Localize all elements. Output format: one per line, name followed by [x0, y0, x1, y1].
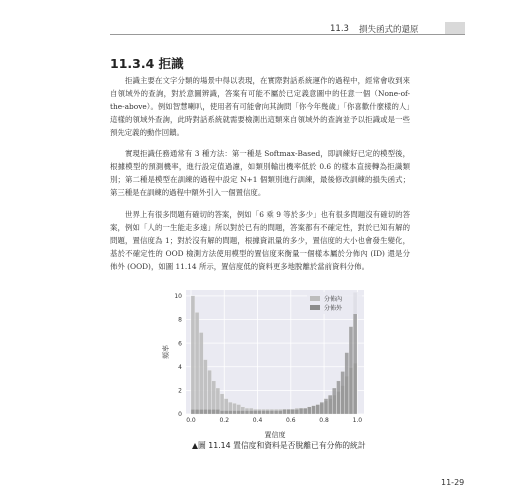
bar-out-of-distribution — [199, 409, 203, 414]
x-tick-label: 0.0 — [186, 417, 196, 424]
y-tick-label: 2 — [178, 387, 182, 395]
paragraph-3: 世界上有很多問題有確切的答案，例如「6 乘 9 等於多少」也有很多問題沒有確切的答案，例如「人的一生能走多遠」所以對於已有的問題，答案都有不確定性，對於已知有解的問題，置信度為 1；對於沒有解的問題，根據資訊量的多少，置信度的大小也會發生變化，基於不確定性的 OOD 檢測方法使用模型的置信度來衡量一個樣本屬於分佈內 (ID) 還是分佈外 (OOD)，如圖 11.14 所示，置信度低的資料更多地脫離於當前資料分佈。 — [110, 210, 410, 271]
y-tick-label: 8 — [178, 316, 182, 324]
bar-out-of-distribution — [316, 405, 320, 414]
bar-out-of-distribution — [191, 409, 195, 414]
bar-out-of-distribution — [216, 409, 220, 414]
bar-out-of-distribution — [324, 399, 328, 414]
bar-out-of-distribution — [307, 407, 311, 414]
bar-out-of-distribution — [245, 410, 249, 414]
chart-legend — [307, 292, 362, 314]
bar-in-distribution — [212, 381, 216, 414]
bar-out-of-distribution — [262, 410, 266, 414]
section-heading: 11.3.4 拒識 — [110, 56, 184, 71]
bar-out-of-distribution — [303, 408, 307, 414]
bar-out-of-distribution — [299, 408, 303, 414]
bar-out-of-distribution — [195, 409, 199, 414]
bar-out-of-distribution — [266, 410, 270, 414]
bar-out-of-distribution — [224, 410, 228, 414]
figure-caption: ▲圖 11.14 置信度和資料是否脫離已有分佈的統計 — [192, 441, 366, 450]
bar-out-of-distribution — [291, 409, 295, 414]
bar-out-of-distribution — [220, 410, 224, 414]
x-tick-label: 0.4 — [252, 417, 263, 424]
bar-out-of-distribution — [282, 409, 286, 414]
bar-out-of-distribution — [258, 410, 262, 414]
header-section-number: 11.3 — [330, 24, 349, 34]
bar-out-of-distribution — [341, 371, 345, 414]
bar-out-of-distribution — [208, 409, 212, 414]
histogram-chart — [150, 282, 370, 442]
bar-out-of-distribution — [233, 410, 237, 414]
bar-out-of-distribution — [312, 406, 316, 414]
paragraph-2: 實現拒識任務通常有 3 種方法：第一種是 Softmax-Based，即訓練好已定的模型後，根據模型的預測機率，進行設定值過濾，如類別輸出機率低於 0.6 的樣本直接轉為拒識類別；第二種是模型在訓練的過程中設定 N+1 個類別進行訓練，最後修改訓練的損失函式；第三種是在訓練的過程中額外引入一個置信度。 — [110, 149, 410, 197]
bar-out-of-distribution — [249, 410, 253, 414]
legend-swatch — [310, 296, 320, 301]
bar-out-of-distribution — [332, 388, 336, 414]
y-tick-label: 10 — [174, 293, 182, 301]
bar-out-of-distribution — [349, 327, 353, 414]
y-tick-label: 4 — [178, 363, 182, 371]
header-section-title: 損失函式的還原 — [358, 25, 419, 35]
bar-out-of-distribution — [237, 410, 241, 414]
x-tick-label: 0.6 — [286, 417, 296, 424]
header-tab-marker — [445, 22, 465, 34]
legend-label: 分佈外 — [324, 305, 343, 312]
bar-out-of-distribution — [328, 395, 332, 414]
bar-out-of-distribution — [337, 381, 341, 414]
y-axis-label: 頻率 — [162, 345, 170, 359]
bar-in-distribution — [195, 312, 199, 414]
bar-out-of-distribution — [253, 410, 257, 414]
bar-out-of-distribution — [228, 410, 232, 414]
y-tick-label: 6 — [178, 340, 182, 348]
paragraph-1: 拒識主要在文字分類的場景中得以表現，在實際對話系統運作的過程中，經常會收到來自領域外的查詢，對於意圖辨識，答案有可能不屬於已定義意圖中的任意一個（None-of-the-above）。例如智慧喇叭，使用者有可能會向其詢問「你今年幾歲」「你喜歡什麼樣的人」這樣的領域外查詢，此時對話系統就需要檢測出這類來自領域外的查詢並予以拒識或是一些預先定義的動作回饋。 — [110, 76, 410, 137]
x-tick-label: 1.0 — [352, 417, 363, 424]
legend-label: 分佈內 — [324, 296, 343, 303]
bar-out-of-distribution — [212, 409, 216, 414]
legend-swatch — [310, 305, 320, 310]
bar-out-of-distribution — [270, 410, 274, 414]
bar-out-of-distribution — [295, 409, 299, 414]
bar-in-distribution — [191, 296, 195, 414]
bar-in-distribution — [208, 370, 212, 414]
y-tick-label: 0 — [178, 411, 182, 419]
bar-in-distribution — [203, 360, 207, 414]
x-axis-label: 置信度 — [264, 431, 286, 439]
bar-out-of-distribution — [241, 410, 245, 414]
bar-out-of-distribution — [203, 409, 207, 414]
bar-out-of-distribution — [320, 402, 324, 414]
bar-out-of-distribution — [287, 409, 291, 414]
bar-out-of-distribution — [274, 410, 278, 414]
histogram-figure — [150, 282, 370, 442]
bar-out-of-distribution — [345, 353, 349, 414]
bar-out-of-distribution — [278, 410, 282, 414]
x-tick-label: 0.2 — [219, 417, 230, 424]
x-tick-label: 0.8 — [319, 417, 329, 424]
bar-in-distribution — [199, 333, 203, 414]
running-header — [330, 20, 418, 38]
page-number: 11-29 — [441, 478, 465, 487]
